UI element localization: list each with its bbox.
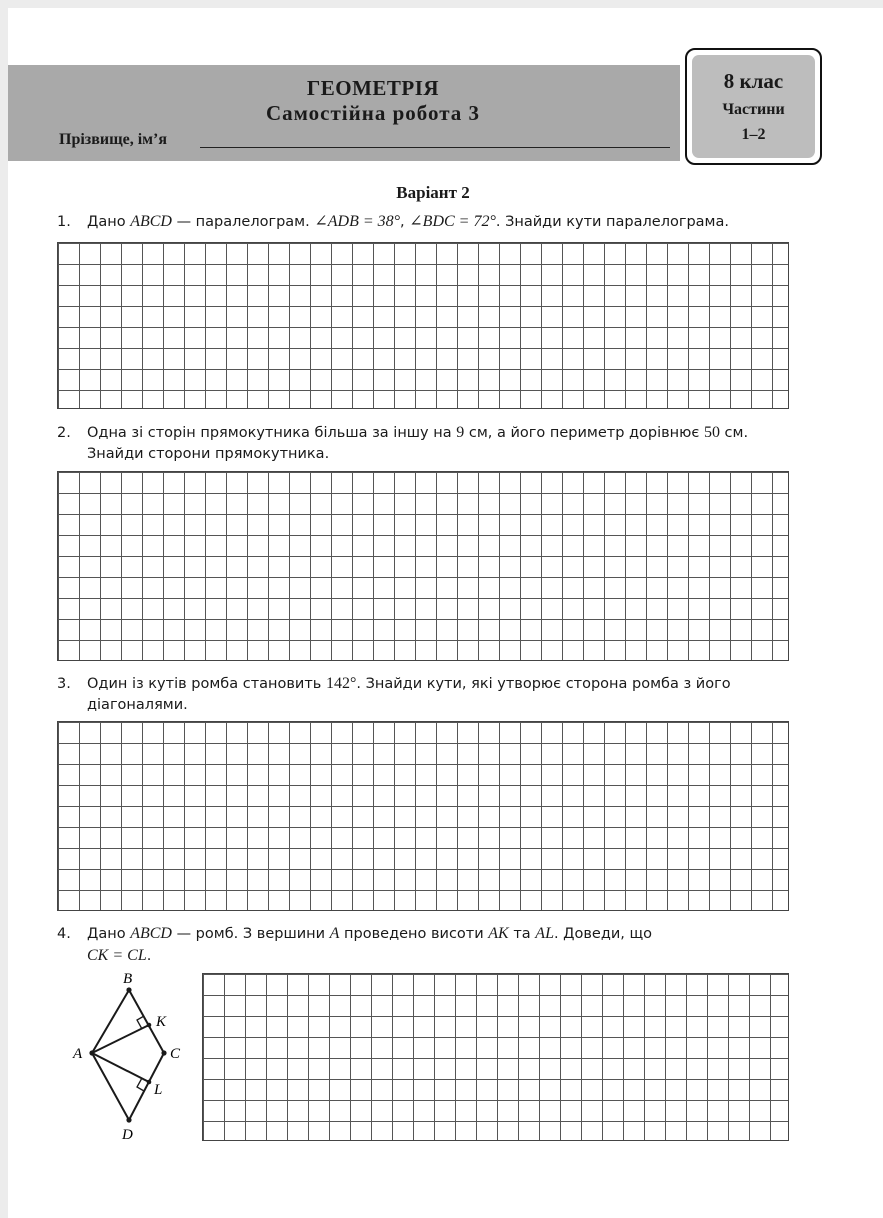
task-3: 3. Один із кутів ромба становить 142°. Знайди кути, які утворює сторона ромба з його діагоналями.: [57, 675, 731, 713]
label-k: K: [156, 1014, 167, 1030]
task-number: 1.: [57, 214, 71, 230]
task-number: 4.: [57, 926, 71, 942]
answer-grid-4[interactable]: [202, 973, 789, 1141]
task-4: 4. Дано ABCD — ромб. З вершини A проведено висоти AK та AL. Доведи, що CK = CL.: [57, 925, 653, 964]
subject-title: ГЕОМЕТРІЯ: [306, 76, 440, 100]
vertex-a: [89, 1050, 94, 1055]
name-field-line[interactable]: [200, 147, 670, 148]
label-d: D: [122, 1127, 133, 1143]
vertex-d: [126, 1117, 131, 1122]
name-label: Прізвище, ім’я: [59, 131, 168, 148]
task-2: 2. Одна зі сторін прямокутника більша за іншу на 9 см, а його периметр дорівнює 50 см. Знайди сторони прямокутника.: [57, 424, 749, 462]
grade-box-inner: [692, 55, 815, 158]
vertex-b: [126, 987, 131, 992]
task-number: 2.: [57, 425, 71, 441]
grade-label: 8 клас: [723, 69, 784, 93]
vertex-c: [161, 1050, 166, 1055]
point-l: [147, 1080, 152, 1085]
label-l: L: [154, 1082, 163, 1098]
parts-label: Частини: [722, 101, 785, 118]
work-title: Самостійна робота 3: [265, 101, 481, 125]
answer-grid-1[interactable]: [57, 242, 789, 409]
variant-title: Варіант 2: [396, 183, 470, 202]
answer-grid-3[interactable]: [57, 721, 789, 911]
rhombus-outline: [92, 990, 164, 1120]
task-1: 1. Дано ABCD — паралелограм. ∠ADB = 38°, ∠BDC = 72°. Знайди кути паралелограма.: [57, 211, 797, 233]
rhombus-figure: [62, 965, 197, 1145]
answer-grid-2[interactable]: [57, 471, 789, 661]
task-number: 3.: [57, 676, 71, 692]
parts-range: 1–2: [741, 126, 766, 143]
label-b: B: [123, 971, 133, 987]
label-c: C: [170, 1046, 181, 1062]
label-a: A: [73, 1046, 83, 1062]
point-k: [147, 1023, 152, 1028]
